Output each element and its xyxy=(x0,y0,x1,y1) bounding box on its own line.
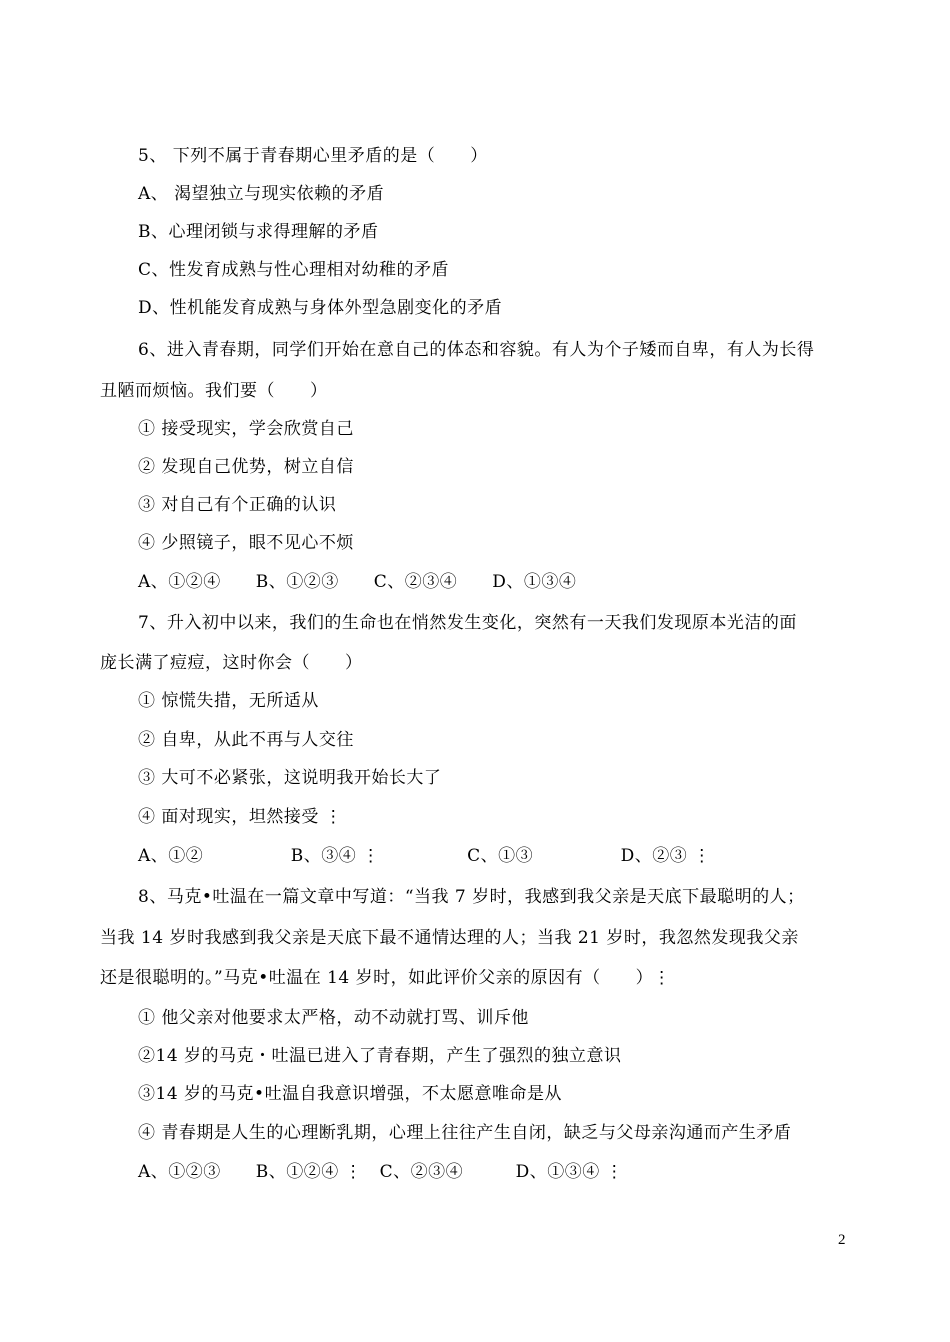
q6-statement-3: ③ 对自己有个正确的认识 xyxy=(138,495,337,515)
q6-answers: A、①②④ B、①②③ C、②③④ D、①③④ xyxy=(138,572,577,592)
q7-statement-4: ④ 面对现实，坦然接受 ⋮ xyxy=(138,807,343,827)
q6-stem-line1: 6、进入青春期，同学们开始在意自己的体态和容貌。有人为个子矮而自卑，有人为长得 xyxy=(138,340,815,360)
q8-statement-3: ③14 岁的马克•吐温自我意识增强，不太愿意唯命是从 xyxy=(138,1084,563,1104)
q6-stem-line2: 丑陋而烦恼。我们要（ ） xyxy=(100,381,328,401)
q7-stem-line2: 庞长满了痘痘，这时你会（ ） xyxy=(100,653,363,673)
q5-option-b: B、心理闭锁与求得理解的矛盾 xyxy=(138,222,379,242)
q7-stem-line1: 7、升入初中以来，我们的生命也在悄然发生变化，突然有一天我们发现原本光洁的面 xyxy=(138,613,797,633)
q6-statement-2: ② 发现自己优势，树立自信 xyxy=(138,457,354,477)
q7-statement-3: ③ 大可不必紧张，这说明我开始长大了 xyxy=(138,768,442,788)
q8-stem-line2: 当我 14 岁时我感到我父亲是天底下最不通情达理的人；当我 21 岁时，我忽然发现我父亲 xyxy=(100,928,799,948)
q6-statement-4: ④ 少照镜子，眼不见心不烦 xyxy=(138,533,354,553)
q8-stem-line1: 8、马克•吐温在一篇文章中写道：“当我 7 岁时，我感到我父亲是天底下最聪明的人； xyxy=(138,887,805,907)
q8-statement-1: ① 他父亲对他要求太严格，动不动就打骂、训斥他 xyxy=(138,1008,529,1028)
q8-stem-line3: 还是很聪明的。”马克•吐温在 14 岁时，如此评价父亲的原因有（ ）⋮ xyxy=(100,968,671,988)
q7-statement-2: ② 自卑，从此不再与人交往 xyxy=(138,730,354,750)
q6-statement-1: ① 接受现实，学会欣赏自己 xyxy=(138,419,354,439)
q8-answers: A、①②③ B、①②④ ⋮ C、②③④ D、①③④ ⋮ xyxy=(138,1162,624,1182)
q7-answers: A、①② B、③④ ⋮ C、①③ D、②③ ⋮ xyxy=(138,846,711,866)
q5-option-d: D、性机能发育成熟与身体外型急剧变化的矛盾 xyxy=(138,298,503,318)
q8-statement-2: ②14 岁的马克・吐温已进入了青春期，产生了强烈的独立意识 xyxy=(138,1046,622,1066)
q7-statement-1: ① 惊慌失措，无所适从 xyxy=(138,691,319,711)
q8-statement-4: ④ 青春期是人生的心理断乳期，心理上往往产生自闭，缺乏与父母亲沟通而产生矛盾 xyxy=(138,1123,792,1143)
q5-stem: 5、 下列不属于青春期心里矛盾的是（ ） xyxy=(138,146,488,166)
q5-option-c: C、性发育成熟与性心理相对幼稚的矛盾 xyxy=(138,260,450,280)
q5-option-a: A、 渴望独立与现实依赖的矛盾 xyxy=(138,184,385,204)
page-number: 2 xyxy=(838,1232,846,1248)
